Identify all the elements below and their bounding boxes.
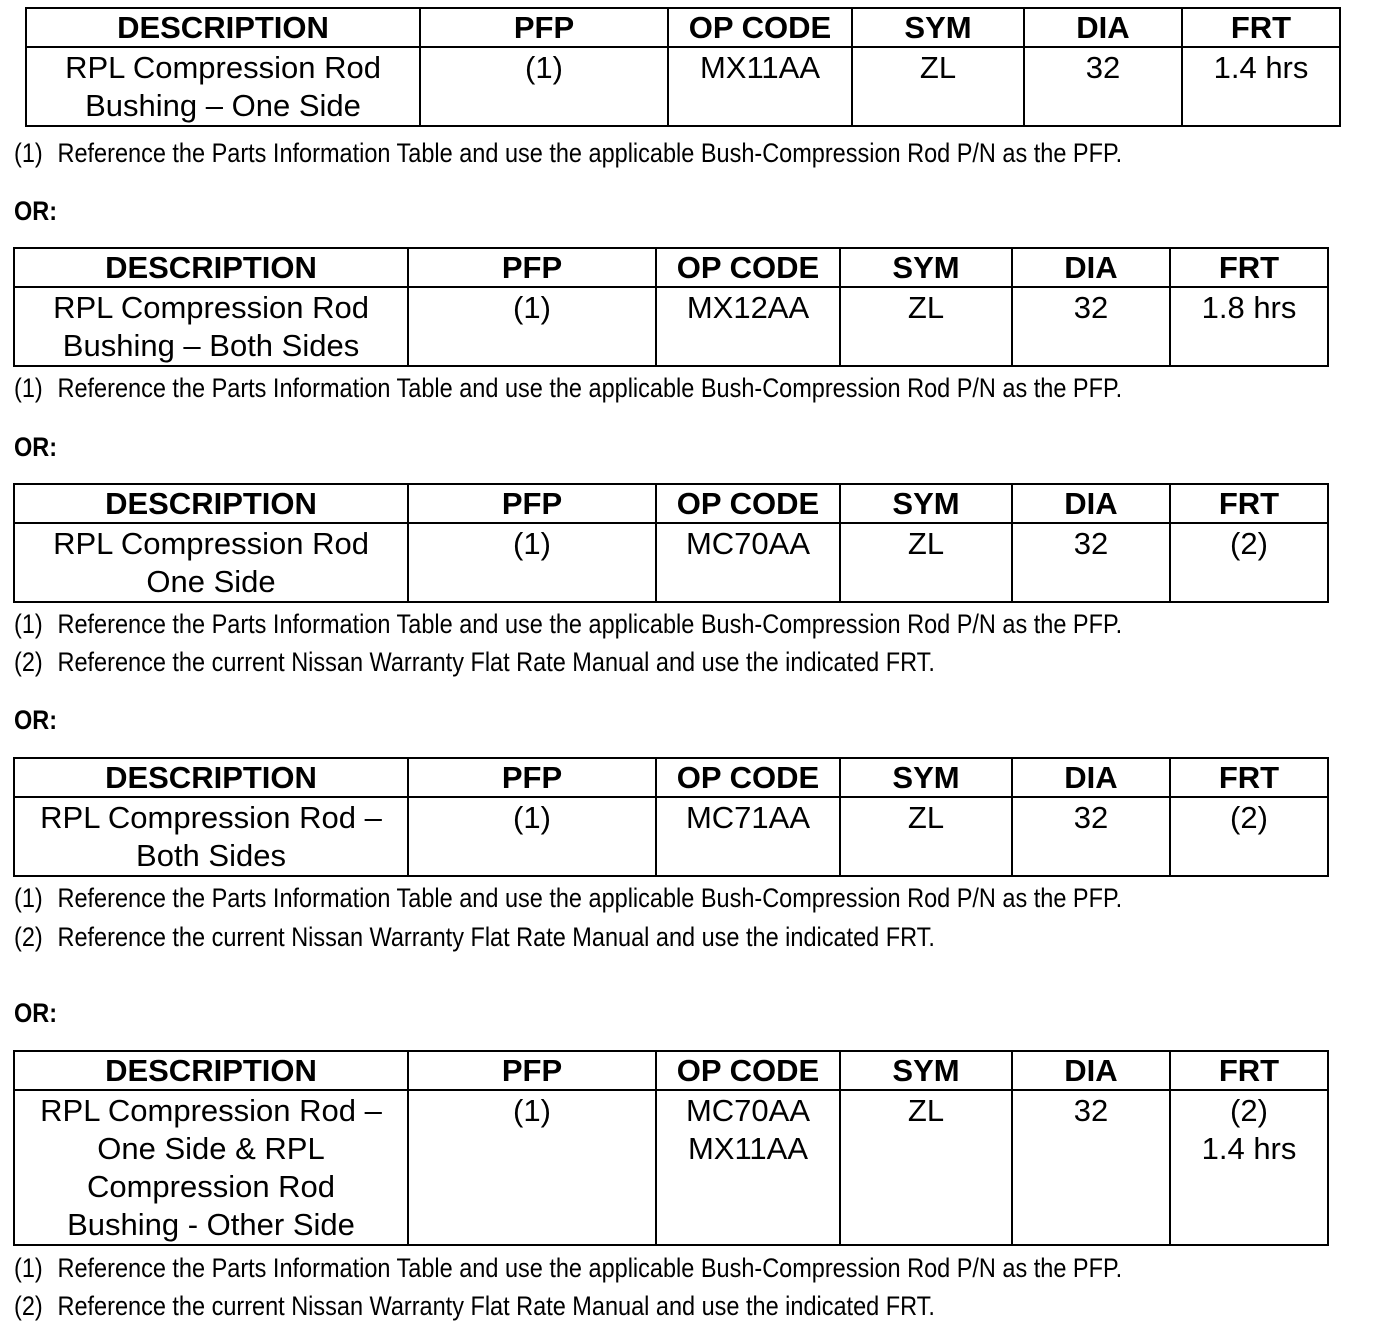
header-frt: FRT [1170,248,1328,287]
frt-line: 1.8 hrs [1201,290,1297,325]
header-description: DESCRIPTION [14,1051,408,1090]
cell-op-code [656,797,840,876]
header-op-code: OP CODE [656,1051,840,1090]
footnote-text: Reference the Parts Information Table and use the applicable Bush-Compression Rod P/N as the PFP. [57,138,1123,168]
cell-pfp: (1) [408,1090,656,1245]
claim-table-4 [13,757,1329,877]
frt-line: 1.4 hrs [1201,1131,1297,1166]
header-pfp: PFP [420,8,668,47]
cell-description [14,287,408,366]
cell-description [26,47,420,126]
cell-frt [1170,797,1328,876]
footnote-number: (1) [14,1253,43,1283]
cell-dia: 32 [1024,47,1182,126]
description-line: Bushing – One Side [85,88,361,123]
footnote-frt [14,645,935,679]
header-sym: SYM [840,1051,1012,1090]
cell-description [14,523,408,602]
description-line: RPL Compression Rod – [40,1093,382,1128]
description-line: Both Sides [136,838,286,873]
table-header-row [14,248,1328,287]
cell-dia: 32 [1012,1090,1170,1245]
cell-op-code [656,287,840,366]
header-pfp: PFP [408,484,656,523]
header-op-code: OP CODE [668,8,852,47]
header-pfp: PFP [408,1051,656,1090]
frt-line: (2) [1230,526,1268,561]
footnote-text: Reference the Parts Information Table and use the applicable Bush-Compression Rod P/N as the PFP. [57,883,1123,913]
description-line: RPL Compression Rod – [40,800,382,835]
header-frt: FRT [1170,758,1328,797]
header-dia: DIA [1024,8,1182,47]
footnote-number: (2) [14,647,43,677]
cell-sym: ZL [852,47,1024,126]
table-row [14,797,1328,876]
or-separator: OR: [14,998,58,1028]
cell-frt [1170,1090,1328,1245]
header-description: DESCRIPTION [26,8,420,47]
header-description: DESCRIPTION [14,758,408,797]
claim-table-1 [25,7,1341,127]
table-header-row [14,1051,1328,1090]
description-line: One Side [146,564,276,599]
cell-sym: ZL [840,797,1012,876]
cell-op-code [656,1090,840,1245]
table-row [26,47,1340,126]
description-line: Bushing - Other Side [67,1207,355,1242]
header-dia: DIA [1012,248,1170,287]
footnote-text: Reference the current Nissan Warranty Flat Rate Manual and use the indicated FRT. [57,922,935,952]
frt-line: (2) [1230,800,1268,835]
table-header-row [14,484,1328,523]
frt-line: 1.4 hrs [1213,50,1309,85]
footnote-text: Reference the Parts Information Table and use the applicable Bush-Compression Rod P/N as the PFP. [57,609,1123,639]
header-pfp: PFP [408,758,656,797]
claim-table-2 [13,247,1329,367]
footnote-number: (1) [14,138,43,168]
header-frt: FRT [1170,484,1328,523]
cell-pfp: (1) [408,797,656,876]
footnote-pfp [14,136,1122,170]
footnote-pfp [14,1251,1122,1285]
or-separator: OR: [14,432,58,462]
footnote-text: Reference the Parts Information Table and use the applicable Bush-Compression Rod P/N as the PFP. [57,373,1123,403]
description-line: RPL Compression Rod [53,290,369,325]
footnote-text: Reference the current Nissan Warranty Flat Rate Manual and use the indicated FRT. [57,1291,935,1321]
header-frt: FRT [1182,8,1340,47]
cell-frt [1182,47,1340,126]
cell-dia: 32 [1012,523,1170,602]
footnote-pfp [14,607,1122,641]
footnote-pfp [14,881,1122,915]
claim-table-5 [13,1050,1329,1246]
header-op-code: OP CODE [656,248,840,287]
header-sym: SYM [840,484,1012,523]
header-dia: DIA [1012,758,1170,797]
cell-sym: ZL [840,523,1012,602]
header-dia: DIA [1012,1051,1170,1090]
claim-table-3 [13,483,1329,603]
header-sym: SYM [840,248,1012,287]
footnote-number: (2) [14,1291,43,1321]
table-row [14,1090,1328,1245]
footnote-pfp [14,371,1122,405]
cell-description [14,1090,408,1245]
description-line: Bushing – Both Sides [62,328,360,363]
description-line: Compression Rod [86,1169,336,1204]
cell-pfp: (1) [420,47,668,126]
footnote-number: (1) [14,609,43,639]
header-op-code: OP CODE [656,758,840,797]
footnote-frt [14,920,935,954]
description-line: RPL Compression Rod [53,526,369,561]
header-frt: FRT [1170,1051,1328,1090]
op-code-line: MX11AA [687,1131,809,1166]
header-op-code: OP CODE [656,484,840,523]
table-row [14,523,1328,602]
cell-description [14,797,408,876]
or-separator: OR: [14,196,58,226]
table-row [14,287,1328,366]
header-description: DESCRIPTION [14,484,408,523]
op-code-line: MX11AA [699,50,821,85]
description-line: RPL Compression Rod [65,50,381,85]
table-header-row [14,758,1328,797]
or-separator: OR: [14,705,58,735]
table-header-row [26,8,1340,47]
cell-dia: 32 [1012,287,1170,366]
header-dia: DIA [1012,484,1170,523]
header-sym: SYM [840,758,1012,797]
cell-frt [1170,287,1328,366]
description-line: One Side & RPL [97,1131,325,1166]
footnote-number: (2) [14,922,43,952]
footnote-text: Reference the current Nissan Warranty Flat Rate Manual and use the indicated FRT. [57,647,935,677]
cell-dia: 32 [1012,797,1170,876]
op-code-line: MC71AA [685,800,811,835]
cell-pfp: (1) [408,287,656,366]
header-pfp: PFP [408,248,656,287]
frt-line: (2) [1230,1093,1268,1128]
header-description: DESCRIPTION [14,248,408,287]
cell-sym: ZL [840,1090,1012,1245]
cell-sym: ZL [840,287,1012,366]
footnote-number: (1) [14,883,43,913]
footnote-frt [14,1289,935,1323]
op-code-line: MC70AA [685,1093,811,1128]
cell-frt [1170,523,1328,602]
header-sym: SYM [852,8,1024,47]
op-code-line: MC70AA [685,526,811,561]
cell-op-code [656,523,840,602]
footnote-text: Reference the Parts Information Table and use the applicable Bush-Compression Rod P/N as the PFP. [57,1253,1123,1283]
cell-op-code [668,47,852,126]
cell-pfp: (1) [408,523,656,602]
footnote-number: (1) [14,373,43,403]
op-code-line: MX12AA [686,290,810,325]
